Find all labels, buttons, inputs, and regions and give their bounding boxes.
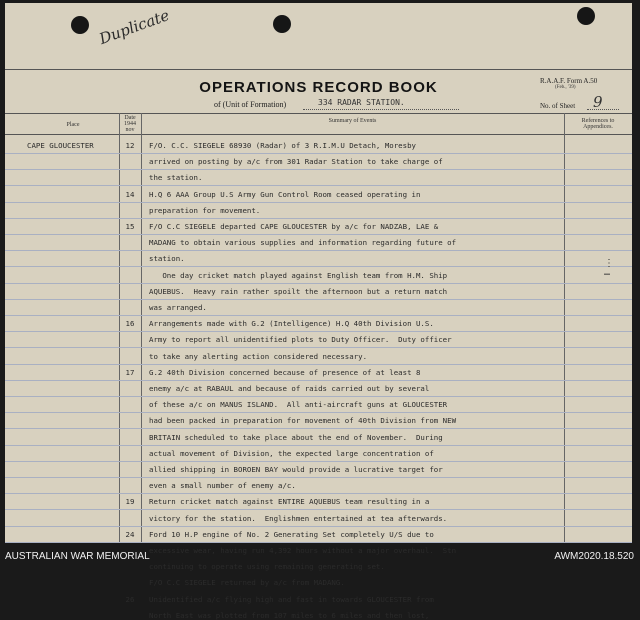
summary-header: Summary of Events [328,118,377,124]
entry-date: 19 [125,497,135,507]
punch-hole [71,16,89,34]
sheet-label: No. of Sheet [540,102,576,110]
entry-line: preparation for movement. [149,205,261,215]
sheet-dotted-line [587,109,619,110]
refs-header: References to Appendices. [581,118,615,130]
entry-line: of these a/c on MANUS ISLAND. All anti-aircraft guns at GLOUCESTER [149,400,448,410]
sheet-number: 9 [593,93,603,111]
entry-line: was arranged. [149,303,207,312]
ruled-line [5,364,632,365]
entry-line: North East was plotted from 107 miles to 6 miles and then lost, [149,610,430,620]
entry-place: CAPE GLOUCESTER [27,141,94,150]
ruled-line [5,185,632,186]
ruled-line [5,315,632,316]
entry-line: BRITAIN scheduled to take place about the end of November. During [149,432,443,442]
ruled-line [5,331,632,332]
entry-line: Return cricket match against ENTIRE AQUEBUS team resulting in a [149,497,430,507]
header-bottom-rule [5,134,632,135]
ruled-line [5,445,632,446]
ruled-line [5,299,632,300]
margin-marks: ⋮ … [604,258,614,278]
duplicate-annotation: Duplicate [96,6,172,49]
entry-line: F/O C.C SIEGELE returned by a/c from MADANG. [149,578,345,588]
entry-line: H.Q 6 AAA Group U.S Army Gun Control Room ceased operating in [149,189,421,199]
entry-line: continuing to operate using remaining generating set. [149,562,385,572]
unit-label: of (Unit of Formation) [214,100,287,109]
ruled-line [5,542,632,543]
form-date: (Feb., '39) [555,85,576,90]
header-top-rule [5,113,632,114]
date-header: Date 1944 nov [124,115,136,133]
ruled-line [5,428,632,429]
footer-right: AWM2020.18.520 [554,551,634,562]
entry-date: 24 [125,529,135,539]
entry-line: Unidentified a/c flying high and fast in towards GLOUCESTER from [149,594,434,604]
entry-date: 12 [125,141,135,150]
form-title: OPERATIONS RECORD BOOK [199,79,438,96]
ruled-line [5,283,632,284]
entry-line: F/O C.C SIEGELE departed CAPE GLOUCESTER by a/c for NADZAB, LAE & [149,222,439,231]
ruled-line [5,266,632,267]
entry-line: Ford 10 H.P engine of No. 2 Generating Set completely U/S due to [149,529,434,539]
ruled-line [5,250,632,251]
entry-line: MADANG to obtain various supplies and information regarding future of [149,238,457,248]
ruled-line [5,509,632,510]
summary-column-divider [564,113,565,543]
punch-hole [273,15,291,33]
entry-line: Arrangements made with G.2 (Intelligence) H.Q 40th Division U.S. [149,319,434,329]
entry-line: actual movement of Division, the expected large concentration of [149,448,434,458]
ruled-line [5,153,632,154]
ruled-line [5,234,632,235]
punch-hole [577,7,595,25]
entry-date: 14 [125,189,135,199]
entry-line: excessive wear, having run 4,392 hours without a major overhaul. Stn [149,546,457,555]
entry-line: the station. [149,173,203,183]
entry-line: Army to report all unidentified plots to Duty Officer. Duty officer [149,335,452,345]
entry-line: victory for the station. Englishmen entertained at tea afterwards. [149,513,448,523]
unit-dotted-line [303,109,459,110]
place-header: Place [66,122,80,128]
ruled-line [5,218,632,219]
unit-value: 334 RADAR STATION. [318,98,405,107]
date-column-divider [141,113,142,543]
entry-line: G.2 40th Division concerned because of presence of at least 8 [149,367,421,377]
entry-line: arrived on posting by a/c from 301 Radar Station to take charge of [149,157,443,167]
top-rule [5,69,632,70]
ruled-line [5,477,632,478]
entry-line: to take any alerting action considered necessary. [149,351,368,361]
ruled-line [5,493,632,494]
entry-line: F/O. C.C. SIEGELE 68930 (Radar) of 3 R.I.M.U Detach, Moresby [149,141,416,150]
ruled-line [5,202,632,203]
ruled-line [5,380,632,381]
entry-line: even a small number of enemy a/c. [149,481,296,491]
entry-line: AQUEBUS. Heavy rain rather spoilt the afternoon but a return match [149,286,448,296]
ruled-line [5,412,632,413]
entry-line: One day cricket match played against English team from H.M. Ship [149,270,448,280]
entry-date: 16 [125,319,135,329]
entry-date: 17 [125,367,135,377]
entry-date: 15 [125,222,135,231]
ruled-line [5,169,632,170]
form-number: R.A.A.F. Form A.50 [540,77,598,85]
ruled-line [5,396,632,397]
entry-line: allied shipping in BOROEN BAY would provide a lucrative target for [149,465,443,474]
footer-left: AUSTRALIAN WAR MEMORIAL [5,551,150,562]
entry-line: had been packed in preparation for movement of 40th Division from NEW [149,416,457,426]
ruled-line [5,461,632,462]
entry-line: enemy a/c at RABAUL and because of raids carried out by several [149,384,430,393]
ruled-line [5,526,632,527]
entry-line: station. [149,254,185,264]
ruled-line [5,347,632,348]
entry-date: 26 [125,594,135,604]
